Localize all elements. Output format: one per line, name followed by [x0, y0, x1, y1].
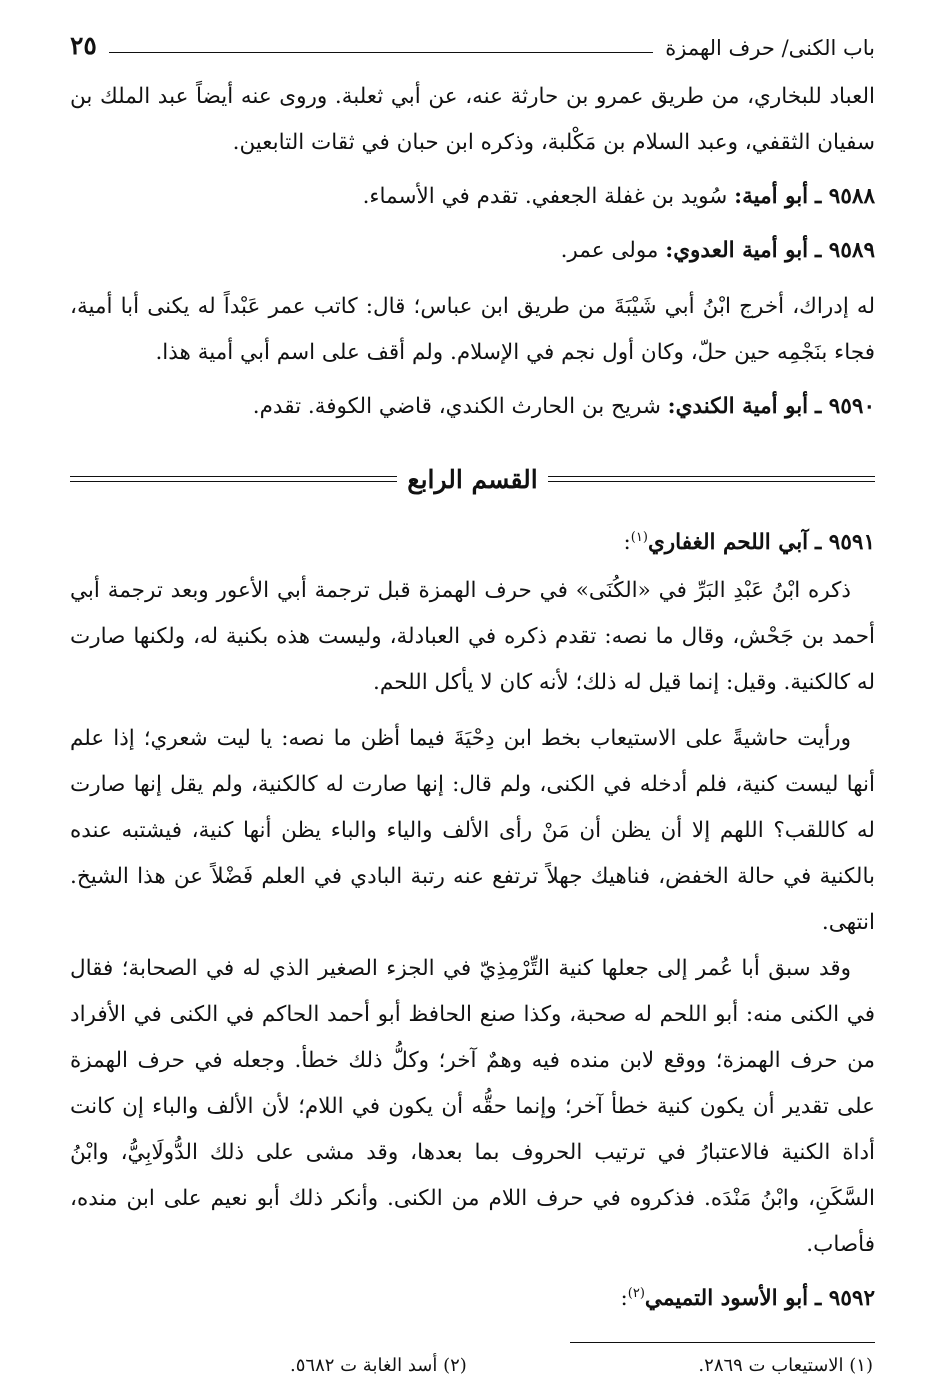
section-heading: [70, 456, 875, 502]
book-page: [70, 28, 875, 1376]
entry-number: ٩٥٩١ ـ: [815, 530, 875, 555]
paragraph: ورأيت حاشيةً على الاستيعاب بخط ابن دِحْيَةَ فيما أظن ما نصه: يا ليت شعري؛ إذا علم أنها ليست كنية، فلم أدخله في الكنى، ولم قال: إنها صارت له كالكنية، ولم يقل إنها صارت له كاللقب؟ اللهم إلا أن يظن أن مَنْ رأى الألف والياء والباء يظن أنها كنية، فيشتبه عنده بالكنية في حالة الخفض، فناهيك جهلاً ترتفع عنه رتبة البادي في العلم فَضْلاً عن هذا الشيخ. انتهى.: [70, 726, 875, 935]
entry-9592: [70, 1276, 875, 1322]
page-number: ٢٥: [70, 31, 97, 60]
running-head: [70, 28, 875, 60]
entry-9590: [70, 384, 875, 430]
paragraph: ذكره ابْنُ عَبْدِ البَرِّ في «الكُنَى» في حرف الهمزة قبل ترجمة أبي الأعور وبعد ترجمة أبي أحمد بن جَحْش، وقال ما نصه: تقدم ذكره في العبادلة، وليست هذه بكنية له، ولكنها صارت له كالكنية. وقيل: إنما قيل له ذلك؛ لأنه كان لا يأكل اللحم.: [70, 578, 875, 695]
entry-number: ٩٥٨٨ ـ: [815, 184, 875, 209]
entry-name: أبو أمية:: [734, 184, 809, 209]
entry-9591: [70, 520, 875, 566]
entry-text: مولى عمر.: [560, 238, 666, 263]
footnote-rule: [570, 1342, 875, 1343]
entry-text: :: [620, 1286, 628, 1311]
entry-name: أبو أمية العدوي:: [665, 238, 809, 263]
footnote-ref: (٢): [627, 1285, 645, 1301]
footnotes: [70, 1355, 875, 1376]
chapter-title: باب الكنى/ حرف الهمزة: [665, 36, 875, 60]
footnote-ref: (١): [630, 529, 648, 545]
entry-number: ٩٥٩٠ ـ: [815, 394, 875, 419]
footnote-2: (٢) أسد الغابة ت ٥٦٨٢.: [290, 1355, 467, 1376]
section-title: القسم الرابع: [407, 464, 538, 494]
header-rule: [109, 52, 653, 53]
entry-text: :: [623, 530, 631, 555]
entry-text: شريح بن الحارث الكندي، قاضي الكوفة. تقدم.: [252, 394, 668, 419]
paragraph-9589: له إدراك، أخرج ابْنُ أبي شَيْبَةَ من طريق ابن عباس؛ قال: كاتب عمر عَبْداً له يكنى أبا أمية، فجاء بنَجْمِه حين حلّ، وكان أول نجم في الإسلام. ولم أقف على اسم أبي أمية هذا.: [70, 294, 875, 365]
section-rule-right: [548, 476, 875, 482]
entry-name: أبو أمية الكندي:: [667, 394, 809, 419]
entry-number: ٩٥٩٢ ـ: [815, 1286, 875, 1311]
entry-9589: [70, 228, 875, 274]
continued-paragraph: العباد للبخاري، من طريق عمرو بن حارثة عنه، عن أبي ثعلبة. وروى عنه أيضاً عبد الملك بن سفيان الثقفي، وعبد السلام بن مَكْلبة، وذكره ابن حبان في ثقات التابعين.: [70, 84, 875, 155]
footnote-1: (١) الاستيعاب ت ٢٨٦٩.: [698, 1355, 873, 1376]
entry-9588: [70, 174, 875, 220]
entry-name: آبي اللحم الغفاري: [647, 530, 809, 555]
entry-name: أبو الأسود التميمي: [644, 1286, 809, 1311]
paragraph: وقد سبق أبا عُمر إلى جعلها كنية التِّرْمِذِيّ في الجزء الصغير الذي له في الصحابة؛ فقال في الكنى منه: أبو اللحم له صحبة، وكذا صنع الحافظ أبو أحمد الحاكم في الكنى في الأفراد من حرف الهمزة؛ ووقع لابن منده فيه وهمٌ آخر؛ وكلُّ ذلك خطأ. وجعله في حرف الهمزة على تقدير أن يكون كنية خطأ آخر؛ وإنما حقُّه أن يكون في اللام؛ لأن الألف والباء إن كانت أداة الكنية فالاعتبارُ في ترتيب الحروف بما بعدها، وقد مشى على ذلك الدُّولَابِيُّ، وابْنُ السَّكَنِ، وابْنُ مَنْدَه. فذكروه في حرف اللام من الكنى. وأنكر ذلك أبو نعيم على ابن منده، فأصاب.: [70, 956, 875, 1257]
entry-text: سُويد بن غفلة الجعفي. تقدم في الأسماء.: [362, 184, 735, 209]
entry-number: ٩٥٨٩ ـ: [815, 238, 875, 263]
section-rule-left: [70, 476, 397, 482]
